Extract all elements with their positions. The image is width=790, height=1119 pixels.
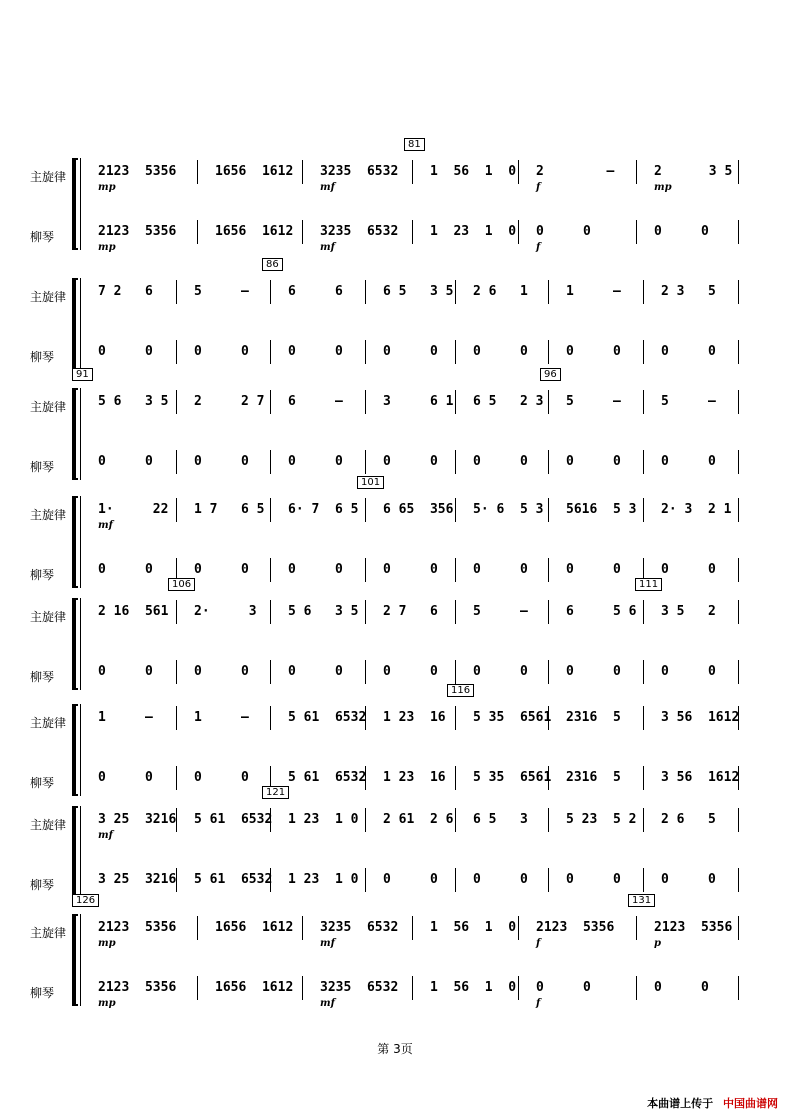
dynamic-marking: p bbox=[654, 938, 661, 949]
barline-liuqin bbox=[302, 976, 303, 1000]
melody-measure: 5 – bbox=[194, 284, 249, 299]
liuqin-measure: 0 0 bbox=[566, 872, 621, 887]
measure-number: 86 bbox=[262, 258, 283, 271]
dynamic-marking: mf bbox=[320, 182, 335, 193]
barline-liuqin bbox=[548, 558, 549, 582]
barline-melody bbox=[197, 160, 198, 184]
melody-measure: 2 16 561 bbox=[98, 604, 169, 619]
barline-liuqin bbox=[197, 220, 198, 244]
barline-liuqin bbox=[738, 450, 739, 474]
barline-melody bbox=[365, 390, 366, 414]
liuqin-measure: 0 0 bbox=[383, 344, 438, 359]
melody-measure: 7 2 6 bbox=[98, 284, 153, 299]
liuqin-measure: 0 0 bbox=[661, 454, 716, 469]
system-brace bbox=[72, 496, 78, 588]
system-line bbox=[80, 598, 81, 690]
barline-liuqin bbox=[518, 220, 519, 244]
barline-liuqin bbox=[270, 340, 271, 364]
part-label-melody: 主旋律 bbox=[30, 716, 67, 730]
melody-measure: 6 5 6 bbox=[566, 604, 637, 619]
liuqin-measure: 0 0 bbox=[473, 454, 528, 469]
liuqin-measure: 2123 5356 bbox=[98, 224, 177, 239]
part-label-liuqin: 柳琴 bbox=[30, 670, 55, 684]
dynamic-marking: mf bbox=[320, 938, 335, 949]
measure-number: 131 bbox=[628, 894, 655, 907]
barline-melody bbox=[455, 808, 456, 832]
liuqin-measure: 1 23 1 0 bbox=[430, 224, 517, 239]
system-line bbox=[80, 806, 81, 898]
liuqin-measure: 0 0 bbox=[98, 770, 153, 785]
liuqin-measure: 0 0 bbox=[536, 224, 591, 239]
source-text: 本曲谱上传于 bbox=[647, 1097, 714, 1110]
barline-melody bbox=[270, 390, 271, 414]
barline-liuqin bbox=[270, 660, 271, 684]
part-label-liuqin: 柳琴 bbox=[30, 230, 55, 244]
barline-melody bbox=[455, 498, 456, 522]
system-brace bbox=[72, 914, 78, 1006]
dynamic-marking: mf bbox=[320, 998, 335, 1009]
liuqin-measure: 1 23 16 bbox=[383, 770, 446, 785]
score-system bbox=[0, 139, 790, 253]
measure-number: 91 bbox=[72, 368, 93, 381]
liuqin-measure: 5 35 6561 bbox=[473, 770, 552, 785]
barline-melody bbox=[738, 498, 739, 522]
barline-liuqin bbox=[412, 976, 413, 1000]
system-brace bbox=[72, 704, 78, 796]
melody-measure: 2 7 6 bbox=[383, 604, 438, 619]
barline-liuqin bbox=[548, 450, 549, 474]
barline-melody bbox=[518, 160, 519, 184]
liuqin-measure: 0 0 bbox=[473, 344, 528, 359]
barline-liuqin bbox=[738, 558, 739, 582]
barline-melody bbox=[548, 498, 549, 522]
part-label-liuqin: 柳琴 bbox=[30, 350, 55, 364]
liuqin-measure: 0 0 bbox=[383, 872, 438, 887]
melody-measure: 3 5 2 bbox=[661, 604, 716, 619]
barline-melody bbox=[176, 498, 177, 522]
barline-melody bbox=[455, 706, 456, 730]
liuqin-measure: 0 0 bbox=[98, 344, 153, 359]
barline-melody bbox=[548, 390, 549, 414]
melody-measure: 2 – bbox=[536, 164, 615, 179]
barline-melody bbox=[548, 600, 549, 624]
liuqin-measure: 0 0 bbox=[473, 872, 528, 887]
liuqin-measure: 0 0 bbox=[566, 344, 621, 359]
melody-measure: 6 – bbox=[288, 394, 343, 409]
barline-melody bbox=[270, 600, 271, 624]
melody-measure: 5616 5 3 bbox=[566, 502, 637, 517]
melody-measure: 2 61 2 6 bbox=[383, 812, 454, 827]
barline-melody bbox=[636, 916, 637, 940]
barline-melody bbox=[643, 280, 644, 304]
measure-number: 101 bbox=[357, 476, 384, 489]
barline-liuqin bbox=[518, 976, 519, 1000]
liuqin-measure: 0 0 bbox=[536, 980, 591, 995]
barline-liuqin bbox=[302, 220, 303, 244]
dynamic-marking: mf bbox=[320, 242, 335, 253]
barline-liuqin bbox=[176, 660, 177, 684]
part-label-melody: 主旋律 bbox=[30, 170, 67, 184]
source-credit bbox=[647, 1095, 778, 1111]
barline-melody bbox=[738, 280, 739, 304]
barline-liuqin bbox=[176, 766, 177, 790]
system-line bbox=[80, 158, 81, 250]
barline-liuqin bbox=[455, 558, 456, 582]
barline-melody bbox=[176, 280, 177, 304]
melody-measure: 2 2 7 bbox=[194, 394, 265, 409]
score-system bbox=[0, 685, 790, 798]
melody-measure: 1 56 1 0 bbox=[430, 920, 517, 935]
melody-measure: 5 – bbox=[473, 604, 528, 619]
measure-number: 121 bbox=[262, 786, 289, 799]
barline-liuqin bbox=[455, 660, 456, 684]
barline-liuqin bbox=[738, 340, 739, 364]
system-brace bbox=[72, 806, 78, 898]
part-label-melody: 主旋律 bbox=[30, 610, 67, 624]
barline-liuqin bbox=[643, 868, 644, 892]
system-brace bbox=[72, 598, 78, 690]
barline-liuqin bbox=[197, 976, 198, 1000]
liuqin-measure: 0 0 bbox=[383, 454, 438, 469]
melody-measure: 3235 6532 bbox=[320, 920, 399, 935]
barline-liuqin bbox=[455, 340, 456, 364]
measure-number: 96 bbox=[540, 368, 561, 381]
measure-number: 111 bbox=[635, 578, 662, 591]
melody-measure: 1 23 1 0 bbox=[288, 812, 359, 827]
dynamic-marking: f bbox=[536, 242, 541, 253]
system-line bbox=[80, 914, 81, 1006]
melody-measure: 1 – bbox=[98, 710, 153, 725]
barline-melody bbox=[643, 808, 644, 832]
melody-measure: 1 56 1 0 bbox=[430, 164, 517, 179]
barline-melody bbox=[365, 600, 366, 624]
system-line bbox=[80, 388, 81, 480]
barline-melody bbox=[412, 160, 413, 184]
part-label-liuqin: 柳琴 bbox=[30, 460, 55, 474]
part-label-liuqin: 柳琴 bbox=[30, 986, 55, 1000]
system-line bbox=[80, 704, 81, 796]
barline-melody bbox=[643, 390, 644, 414]
melody-measure: 1 7 6 5 bbox=[194, 502, 265, 517]
system-brace bbox=[72, 278, 78, 370]
system-brace bbox=[72, 388, 78, 480]
liuqin-measure: 1656 1612 bbox=[215, 224, 294, 239]
barline-liuqin bbox=[365, 558, 366, 582]
barline-melody bbox=[412, 916, 413, 940]
measure-number: 81 bbox=[404, 138, 425, 151]
melody-measure: 1 – bbox=[194, 710, 249, 725]
liuqin-measure: 0 0 bbox=[194, 562, 249, 577]
barline-liuqin bbox=[270, 558, 271, 582]
score-system bbox=[0, 369, 790, 482]
barline-melody bbox=[176, 600, 177, 624]
barline-liuqin bbox=[738, 220, 739, 244]
melody-measure: 6· 7 6 5 bbox=[288, 502, 359, 517]
barline-liuqin bbox=[548, 340, 549, 364]
site-logo: 中国曲谱网 bbox=[723, 1097, 778, 1110]
barline-liuqin bbox=[365, 450, 366, 474]
barline-liuqin bbox=[738, 868, 739, 892]
melody-measure: 1· 22 bbox=[98, 502, 169, 517]
melody-measure: 1 – bbox=[566, 284, 621, 299]
melody-measure: 3 6 1 bbox=[383, 394, 454, 409]
melody-measure: 2 3 5 bbox=[661, 284, 716, 299]
score-system bbox=[0, 477, 790, 590]
barline-melody bbox=[548, 280, 549, 304]
system-line bbox=[80, 496, 81, 588]
liuqin-measure: 1656 1612 bbox=[215, 980, 294, 995]
liuqin-measure: 0 0 bbox=[194, 344, 249, 359]
melody-measure: 2 3 5 bbox=[654, 164, 733, 179]
melody-measure: 2123 5356 bbox=[654, 920, 733, 935]
melody-measure: 2123 5356 bbox=[536, 920, 615, 935]
melody-measure: 3 25 3216 bbox=[98, 812, 177, 827]
barline-melody bbox=[455, 390, 456, 414]
melody-measure: 6 5 3 5 bbox=[383, 284, 454, 299]
part-label-melody: 主旋律 bbox=[30, 508, 67, 522]
barline-melody bbox=[365, 498, 366, 522]
barline-liuqin bbox=[738, 976, 739, 1000]
barline-liuqin bbox=[365, 868, 366, 892]
dynamic-marking: f bbox=[536, 998, 541, 1009]
liuqin-measure: 3235 6532 bbox=[320, 224, 399, 239]
liuqin-measure: 0 0 bbox=[194, 454, 249, 469]
liuqin-measure: 0 0 bbox=[288, 664, 343, 679]
melody-measure: 6 5 3 bbox=[473, 812, 528, 827]
page-number: 第 3页 bbox=[377, 1042, 413, 1056]
barline-melody bbox=[302, 916, 303, 940]
measure-number: 116 bbox=[447, 684, 474, 697]
barline-melody bbox=[548, 808, 549, 832]
barline-melody bbox=[302, 160, 303, 184]
liuqin-measure: 0 0 bbox=[194, 770, 249, 785]
barline-melody bbox=[176, 390, 177, 414]
liuqin-measure: 0 0 bbox=[288, 562, 343, 577]
liuqin-measure: 0 0 bbox=[288, 344, 343, 359]
melody-measure: 5 – bbox=[566, 394, 621, 409]
barline-melody bbox=[197, 916, 198, 940]
barline-melody bbox=[455, 600, 456, 624]
dynamic-marking: mp bbox=[654, 182, 672, 193]
liuqin-measure: 0 0 bbox=[473, 562, 528, 577]
system-brace bbox=[72, 158, 78, 250]
dynamic-marking: mp bbox=[98, 938, 116, 949]
barline-liuqin bbox=[412, 220, 413, 244]
melody-measure: 1656 1612 bbox=[215, 164, 294, 179]
liuqin-measure: 0 0 bbox=[383, 664, 438, 679]
score-system bbox=[0, 259, 790, 372]
liuqin-measure: 0 0 bbox=[98, 562, 153, 577]
dynamic-marking: f bbox=[536, 938, 541, 949]
liuqin-measure: 0 0 bbox=[98, 664, 153, 679]
barline-melody bbox=[738, 600, 739, 624]
system-line bbox=[80, 278, 81, 370]
dynamic-marking: f bbox=[536, 182, 541, 193]
measure-number: 126 bbox=[72, 894, 99, 907]
liuqin-measure: 3 56 1612 bbox=[661, 770, 740, 785]
liuqin-measure: 0 0 bbox=[98, 454, 153, 469]
melody-measure: 2123 5356 bbox=[98, 164, 177, 179]
score-system bbox=[0, 895, 790, 1009]
liuqin-measure: 2123 5356 bbox=[98, 980, 177, 995]
melody-measure: 5 35 6561 bbox=[473, 710, 552, 725]
melody-measure: 5· 6 5 3 bbox=[473, 502, 544, 517]
barline-melody bbox=[738, 916, 739, 940]
part-label-melody: 主旋律 bbox=[30, 818, 67, 832]
liuqin-measure: 5 61 6532 bbox=[194, 872, 273, 887]
melody-measure: 6 5 2 3 bbox=[473, 394, 544, 409]
barline-melody bbox=[643, 706, 644, 730]
barline-melody bbox=[455, 280, 456, 304]
score-system bbox=[0, 787, 790, 900]
liuqin-measure: 5 61 6532 bbox=[288, 770, 367, 785]
barline-melody bbox=[738, 160, 739, 184]
melody-measure: 3235 6532 bbox=[320, 164, 399, 179]
dynamic-marking: mf bbox=[98, 830, 113, 841]
melody-measure: 2 6 1 bbox=[473, 284, 528, 299]
liuqin-measure: 0 0 bbox=[654, 224, 709, 239]
barline-liuqin bbox=[643, 766, 644, 790]
barline-melody bbox=[270, 280, 271, 304]
liuqin-measure: 0 0 bbox=[661, 562, 716, 577]
part-label-liuqin: 柳琴 bbox=[30, 776, 55, 790]
melody-measure: 2123 5356 bbox=[98, 920, 177, 935]
melody-measure: 5 6 3 5 bbox=[98, 394, 169, 409]
liuqin-measure: 0 0 bbox=[566, 562, 621, 577]
dynamic-marking: mp bbox=[98, 998, 116, 1009]
liuqin-measure: 0 0 bbox=[566, 454, 621, 469]
barline-melody bbox=[636, 160, 637, 184]
barline-liuqin bbox=[176, 340, 177, 364]
melody-measure: 1 23 16 bbox=[383, 710, 446, 725]
melody-measure: 2316 5 bbox=[566, 710, 621, 725]
melody-measure: 2· 3 bbox=[194, 604, 257, 619]
barline-melody bbox=[365, 280, 366, 304]
melody-measure: 5 61 6532 bbox=[288, 710, 367, 725]
barline-liuqin bbox=[455, 766, 456, 790]
melody-measure: 2· 3 2 1 bbox=[661, 502, 732, 517]
dynamic-marking: mp bbox=[98, 242, 116, 253]
barline-melody bbox=[270, 498, 271, 522]
part-label-liuqin: 柳琴 bbox=[30, 568, 55, 582]
barline-liuqin bbox=[636, 976, 637, 1000]
score-system bbox=[0, 579, 790, 692]
barline-melody bbox=[643, 600, 644, 624]
melody-measure: 6 65 356 bbox=[383, 502, 454, 517]
barline-liuqin bbox=[455, 868, 456, 892]
barline-liuqin bbox=[636, 220, 637, 244]
liuqin-measure: 3235 6532 bbox=[320, 980, 399, 995]
barline-liuqin bbox=[548, 868, 549, 892]
barline-liuqin bbox=[176, 450, 177, 474]
melody-measure: 6 6 bbox=[288, 284, 343, 299]
liuqin-measure: 0 0 bbox=[654, 980, 709, 995]
barline-melody bbox=[176, 706, 177, 730]
barline-melody bbox=[270, 706, 271, 730]
barline-liuqin bbox=[548, 660, 549, 684]
barline-liuqin bbox=[643, 450, 644, 474]
liuqin-measure: 0 0 bbox=[661, 664, 716, 679]
dynamic-marking: mp bbox=[98, 182, 116, 193]
liuqin-measure: 0 0 bbox=[566, 664, 621, 679]
liuqin-measure: 3 25 3216 bbox=[98, 872, 177, 887]
dynamic-marking: mf bbox=[98, 520, 113, 531]
melody-measure: 2 6 5 bbox=[661, 812, 716, 827]
barline-melody bbox=[738, 808, 739, 832]
barline-liuqin bbox=[455, 450, 456, 474]
liuqin-measure: 0 0 bbox=[383, 562, 438, 577]
liuqin-measure: 0 0 bbox=[661, 872, 716, 887]
melody-measure: 5 6 3 5 bbox=[288, 604, 359, 619]
barline-liuqin bbox=[270, 450, 271, 474]
melody-measure: 5 23 5 2 bbox=[566, 812, 637, 827]
liuqin-measure: 1 56 1 0 bbox=[430, 980, 517, 995]
liuqin-measure: 0 0 bbox=[194, 664, 249, 679]
liuqin-measure: 0 0 bbox=[661, 344, 716, 359]
liuqin-measure: 1 23 1 0 bbox=[288, 872, 359, 887]
barline-liuqin bbox=[643, 660, 644, 684]
melody-measure: 1656 1612 bbox=[215, 920, 294, 935]
barline-liuqin bbox=[365, 340, 366, 364]
barline-melody bbox=[643, 498, 644, 522]
liuqin-measure: 2316 5 bbox=[566, 770, 621, 785]
barline-liuqin bbox=[738, 660, 739, 684]
barline-melody bbox=[365, 808, 366, 832]
barline-liuqin bbox=[365, 660, 366, 684]
liuqin-measure: 0 0 bbox=[473, 664, 528, 679]
part-label-melody: 主旋律 bbox=[30, 400, 67, 414]
barline-liuqin bbox=[643, 340, 644, 364]
part-label-melody: 主旋律 bbox=[30, 290, 67, 304]
melody-measure: 5 61 6532 bbox=[194, 812, 273, 827]
barline-melody bbox=[738, 390, 739, 414]
melody-measure: 5 – bbox=[661, 394, 716, 409]
liuqin-measure: 0 0 bbox=[288, 454, 343, 469]
part-label-melody: 主旋律 bbox=[30, 926, 67, 940]
measure-number: 106 bbox=[168, 578, 195, 591]
part-label-liuqin: 柳琴 bbox=[30, 878, 55, 892]
melody-measure: 3 56 1612 bbox=[661, 710, 740, 725]
barline-melody bbox=[518, 916, 519, 940]
